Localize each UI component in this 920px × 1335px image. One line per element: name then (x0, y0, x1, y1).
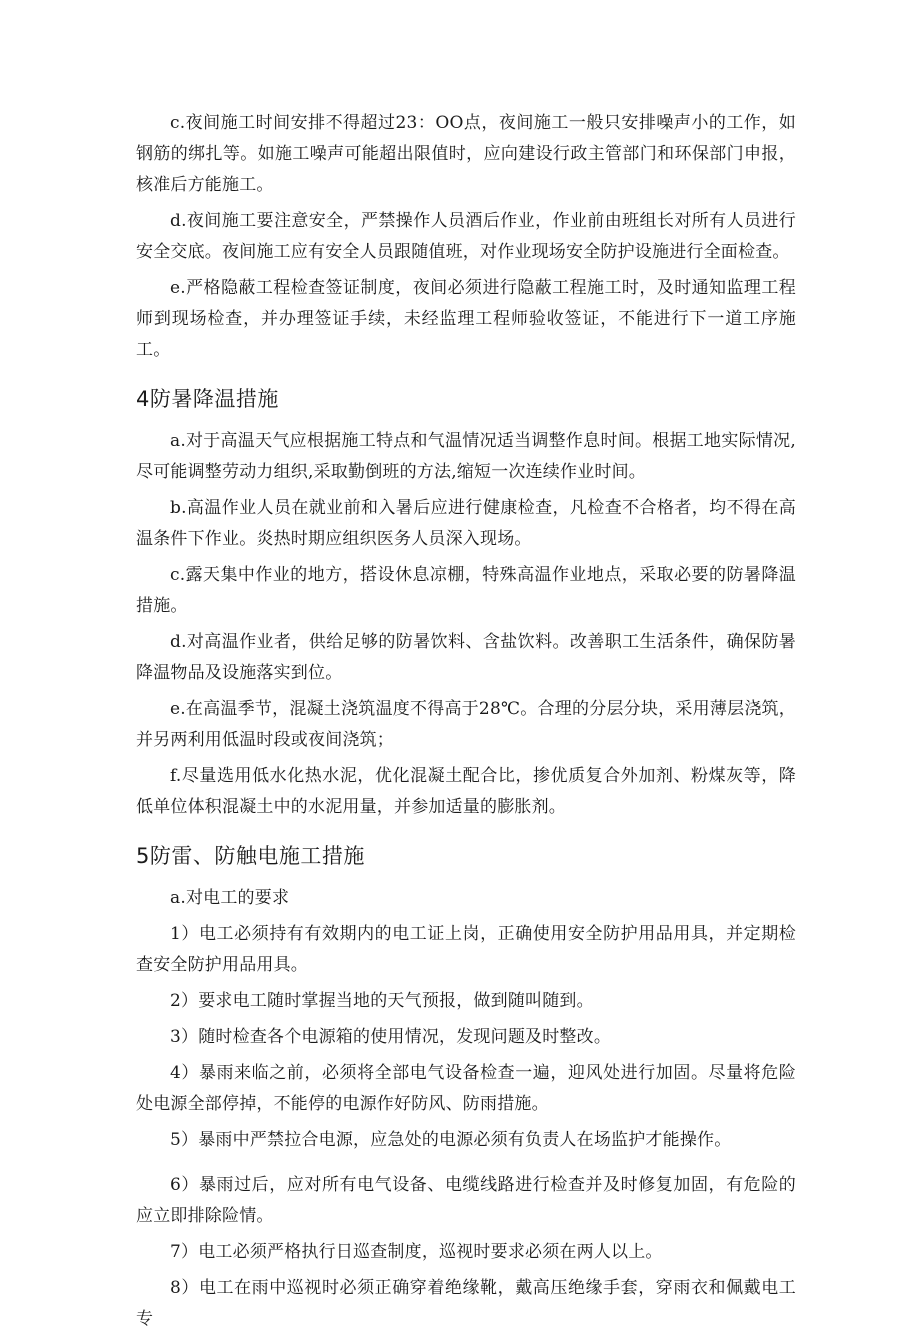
section-heading-lightning-electric: 5防雷、防触电施工措施 (136, 844, 365, 868)
heat-item-c: c.露天集中作业的地方，搭设休息凉棚，特殊高温作业地点，采取必要的防暑降温措施。 (136, 565, 796, 616)
paragraph-d-night-work-safety: d.夜间施工要注意安全，严禁操作人员酒后作业，作业前由班组长对所有人员进行安全交底。夜间施工应有安全人员跟随值班，对作业现场安全防护设施进行全面检查。 (136, 211, 796, 262)
electrician-item-7: 7）电工必须严格执行日巡查制度，巡视时要求必须在两人以上。 (170, 1242, 663, 1262)
heat-item-f: f.尽量选用低水化热水泥，优化混凝土配合比，掺优质复合外加剂、粉煤灰等，降低单位体积混凝土中的水泥用量，并参加适量的膨胀剂。 (136, 766, 796, 817)
electrician-item-1: 1）电工必须持有有效期内的电工证上岗，正确使用安全防护用品用具，并定期检查安全防护用品用具。 (136, 924, 796, 975)
electrician-item-6: 6）暴雨过后，应对所有电气设备、电缆线路进行检查并及时修复加固，有危险的应立即排除险情。 (136, 1175, 796, 1226)
section-heading-heat-prevention: 4防暑降温措施 (136, 387, 279, 411)
heat-item-b: b.高温作业人员在就业前和入暑后应进行健康检查，凡检查不合格者，均不得在高温条件下作业。炎热时期应组织医务人员深入现场。 (136, 498, 796, 549)
electrician-item-4: 4）暴雨来临之前，必须将全部电气设备检查一遍，迎风处进行加固。尽量将危险处电源全部停掉，不能停的电源作好防风、防雨措施。 (136, 1063, 796, 1114)
electrician-item-5: 5）暴雨中严禁拉合电源，应急处的电源必须有负责人在场监护才能操作。 (170, 1130, 732, 1150)
electrician-item-2: 2）要求电工随时掌握当地的天气预报，做到随叫随到。 (170, 991, 594, 1011)
paragraph-c-night-work-time: c.夜间施工时间安排不得超过23：OO点，夜间施工一般只安排噪声小的工作，如钢筋的绑扎等。如施工噪声可能超出限值时，应向建设行政主管部门和环保部门申报，核准后方能施工。 (136, 113, 796, 195)
electrician-requirements-label: a.对电工的要求 (170, 888, 290, 908)
paragraph-e-concealed-work: e.严格隐蔽工程检查签证制度，夜间必须进行隐蔽工程施工时，及时通知监理工程师到现场检查，并办理签证手续，未经监理工程师验收签证，不能进行下一道工序施工。 (136, 278, 796, 360)
electrician-item-8: 8）电工在雨中巡视时必须正确穿着绝缘靴，戴高压绝缘手套，穿雨衣和佩戴电工专 (136, 1278, 796, 1329)
heat-item-a: a.对于高温天气应根据施工特点和气温情况适当调整作息时间。根据工地实际情况,尽可能调整劳动力组织,采取勤倒班的方法,缩短一次连续作业时间。 (136, 431, 796, 482)
electrician-item-3: 3）随时检查各个电源箱的使用情况，发现问题及时整改。 (170, 1027, 612, 1047)
heat-item-d: d.对高温作业者，供给足够的防暑饮料、含盐饮料。改善职工生活条件，确保防暑降温物品及设施落实到位。 (136, 632, 796, 683)
heat-item-e: e.在高温季节，混凝土浇筑温度不得高于28℃。合理的分层分块，采用薄层浇筑，并另两利用低温时段或夜间浇筑； (136, 699, 796, 750)
